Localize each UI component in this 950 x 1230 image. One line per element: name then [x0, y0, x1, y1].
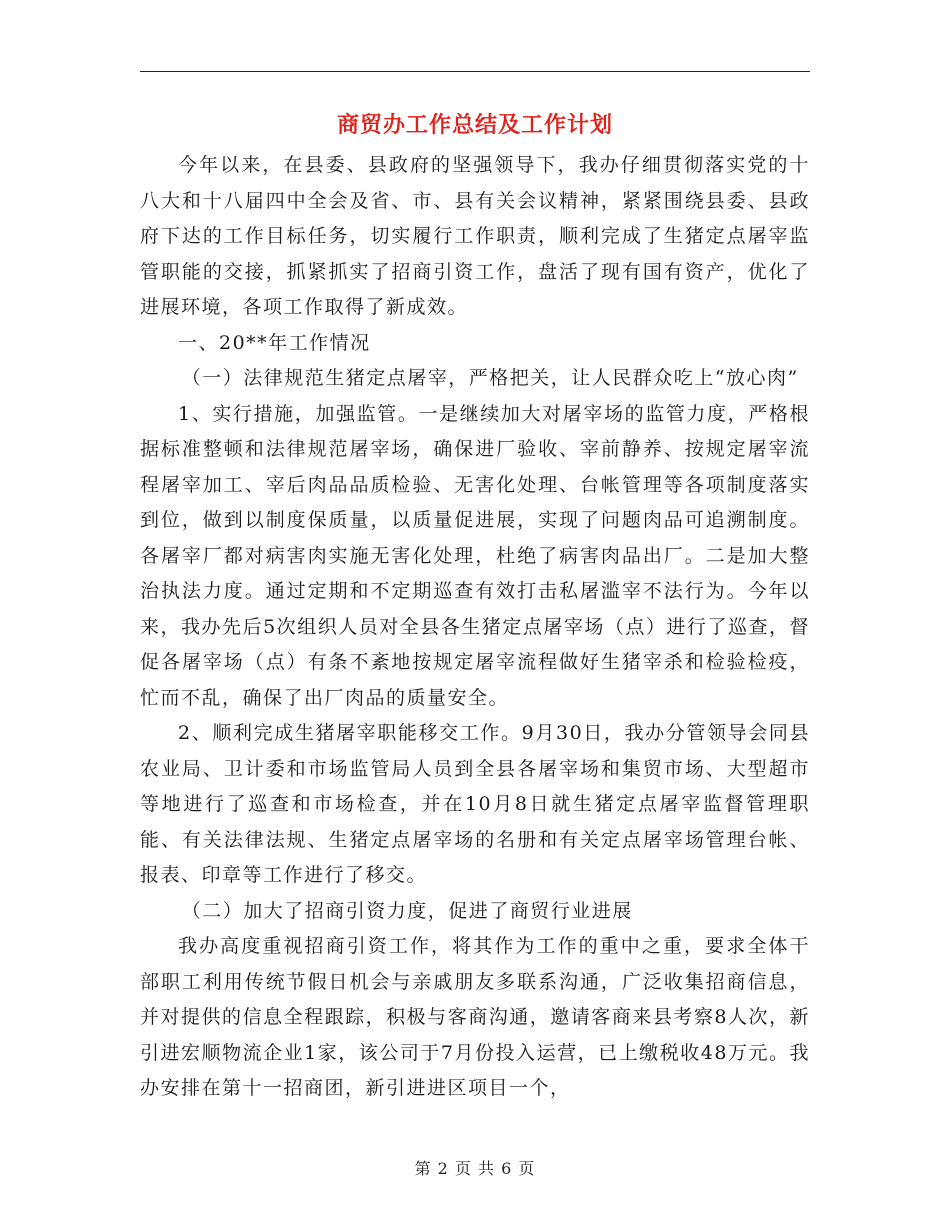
paragraph-handover: 2、顺利完成生猪屠宰职能移交工作。9月30日，我办分管领导会同县农业局、卫计委和市场监管局人员到全县各屠宰场和集贸市场、大型超市等地进行了巡查和市场检查，并在10月8日就生猪定点屠宰监督管理职能、有关法律法规、生猪定点屠宰场的名册和有关定点屠宰场管理台帐、报表、印章等工作进行了移交。 — [140, 722, 810, 886]
subsection-heading-1: （一）法律规范生猪定点屠宰，严格把关，让人民群众吃上“放心肉” — [181, 367, 799, 389]
header-rule — [140, 71, 810, 72]
paragraph-intro: 今年以来，在县委、县政府的坚强领导下，我办仔细贯彻落实党的十八大和十八届四中全会及省、市、县有关会议精神，紧紧围绕县委、县政府下达的工作目标任务，切实履行工作职责，顺利完成了生猪定点屠宰监管职能的交接，抓紧抓实了招商引资工作，盘活了现有国有资产，优化了进展环境，各项工作取得了新成效。 — [140, 154, 810, 318]
section-heading-1: 一、20**年工作情况 — [178, 331, 371, 354]
paragraph-investment: 我办高度重视招商引资工作，将其作为工作的重中之重，要求全体干部职工利用传统节假日机会与亲戚朋友多联系沟通，广泛收集招商信息，并对提供的信息全程跟踪，积极与客商沟通，邀请客商来县考察8人次，新引进宏顺物流企业1家，该公司于7月份投入运营，已上缴税收48万元。我办安排在第十一招商团，新引进进区项目一个， — [140, 935, 810, 1099]
document-body — [140, 148, 810, 1107]
page-footer: 第 2 页 共 6 页 — [414, 1159, 536, 1178]
paragraph-supervision: 1、实行措施，加强监管。一是继续加大对屠宰场的监管力度，严格根据标准整顿和法律规范屠宰场，确保进厂验收、宰前静养、按规定屠宰流程屠宰加工、宰后肉品品质检验、无害化处理、台帐管理等各项制度落实到位，做到以制度保质量，以质量促进展，实现了问题肉品可追溯制度。各屠宰厂都对病害肉实施无害化处理，杜绝了病害肉品出厂。二是加大整治执法力度。通过定期和不定期巡查有效打击私屠滥宰不法行为。今年以来，我办先后5次组织人员对全县各生猪定点屠宰场（点）进行了巡查，督促各屠宰场（点）有条不紊地按规定屠宰流程做好生猪宰杀和检验检疫，忙而不乱，确保了出厂肉品的质量安全。 — [140, 402, 810, 709]
subsection-heading-2: （二）加大了招商引资力度，促进了商贸行业进展 — [181, 899, 633, 922]
document-title: 商贸办工作总结及工作计划 — [336, 112, 613, 138]
